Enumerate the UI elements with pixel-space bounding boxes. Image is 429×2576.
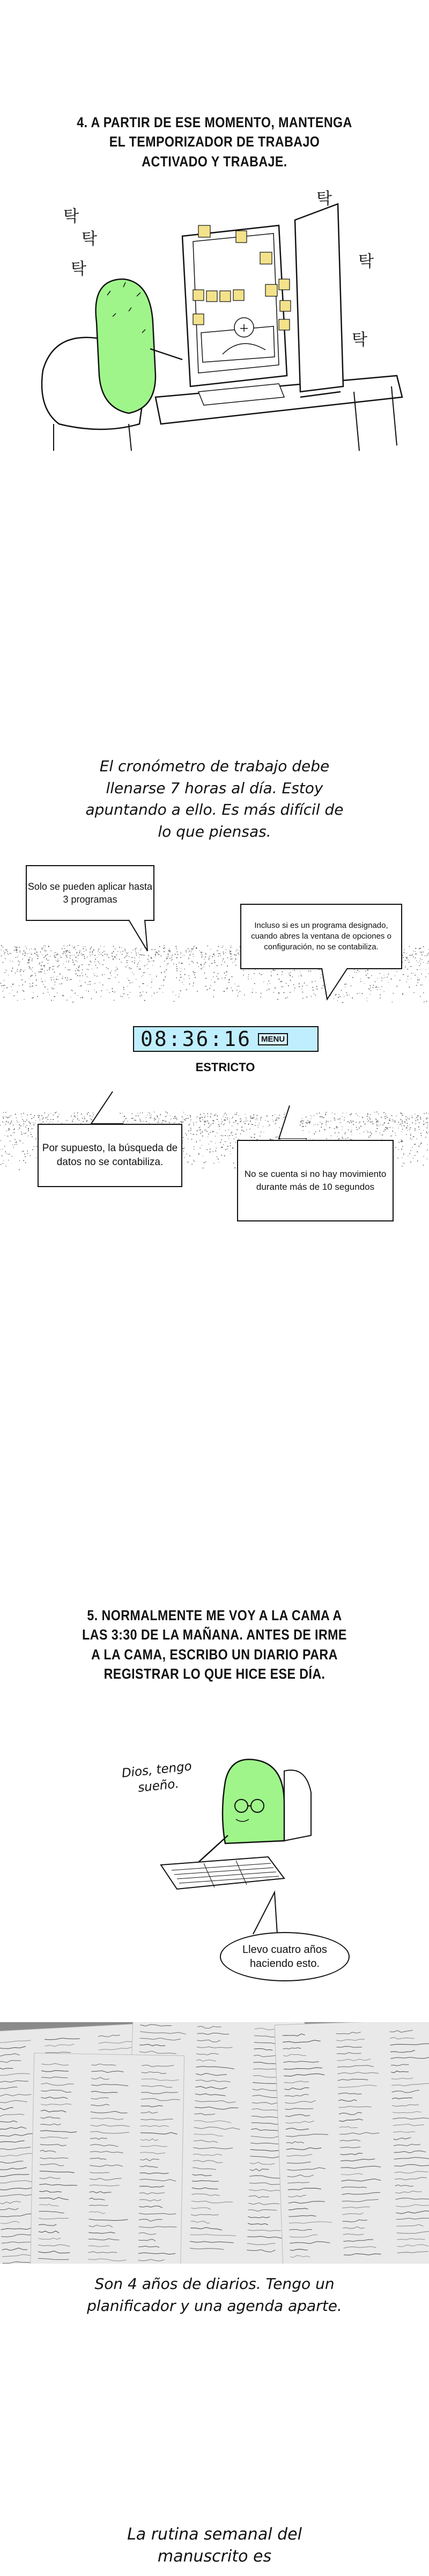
timer-mode-label: ESTRICTO xyxy=(195,1060,255,1074)
speech-bubble xyxy=(38,1124,182,1187)
panel2-caption: El cronómetro de trabajo debe llenarse 7 horas al día. Estoy apuntando a ello. Es más difícil de lo que piensas. xyxy=(85,757,344,840)
bubble-text: Por supuesto, la búsqueda de datos no se contabiliza. xyxy=(42,1143,178,1168)
panel6-caption: La rutina semanal del manuscrito es xyxy=(127,2525,302,2566)
bubble-text: Solo se pueden aplicar hasta 3 programas xyxy=(27,881,153,905)
desk-scene-drawing xyxy=(21,172,408,472)
timer-value: 08:36:16 xyxy=(140,1027,252,1051)
typing-sfx: 탁 xyxy=(82,230,97,248)
typing-sfx: 탁 xyxy=(358,252,374,271)
bubble-tail xyxy=(279,1106,316,1143)
speech-bubble xyxy=(237,1140,394,1221)
speech-bubble xyxy=(220,1932,350,1981)
typing-sfx: 탁 xyxy=(63,207,79,226)
typing-sfx: 탁 xyxy=(316,189,332,208)
typing-sfx: 탁 xyxy=(71,260,86,279)
work-timer xyxy=(133,1026,319,1052)
speech-bubble xyxy=(26,865,154,921)
bubble-text: No se cuenta si no hay movimiento durante más de 10 segundos xyxy=(244,1169,387,1192)
bubble-tail xyxy=(242,1892,291,1935)
diary-pages-drawing xyxy=(0,2022,429,2264)
panel4-speech: Dios, tengo sueño. xyxy=(121,1759,193,1795)
panel5-caption: Son 4 años de diarios. Tengo un planificador y una agenda aparte. xyxy=(87,2275,342,2315)
bubble-tail xyxy=(322,968,359,1006)
diary-pages-photo xyxy=(0,2022,429,2264)
panel1-illustration xyxy=(21,172,408,472)
panel4-illustration xyxy=(123,1750,338,1921)
speech-bubble xyxy=(240,904,402,969)
typing-sfx: 탁 xyxy=(352,331,367,349)
bubble-text: Llevo cuatro años haciendo esto. xyxy=(242,1944,327,1970)
bubble-text: Incluso si es un programa designado, cuando abres la ventana de opciones o configuración, no se contabiliza. xyxy=(251,920,391,952)
bubble-tail xyxy=(123,920,156,952)
panel4-heading: 5. NORMALMENTE ME VOY A LA CAMA A LAS 3:30 DE LA MAÑANA. ANTES DE IRME A LA CAMA, ESCRIBO UN DIARIO PARA REGISTRAR LO QUE HICE ESE DÍA. xyxy=(82,1607,347,1682)
diary-scene-drawing xyxy=(123,1750,338,1921)
panel1-heading: 4. A PARTIR DE ESE MOMENTO, MANTENGA EL TEMPORIZADOR DE TRABAJO ACTIVADO Y TRABAJE. xyxy=(77,114,352,170)
timer-menu-button[interactable]: MENU xyxy=(258,1033,288,1045)
